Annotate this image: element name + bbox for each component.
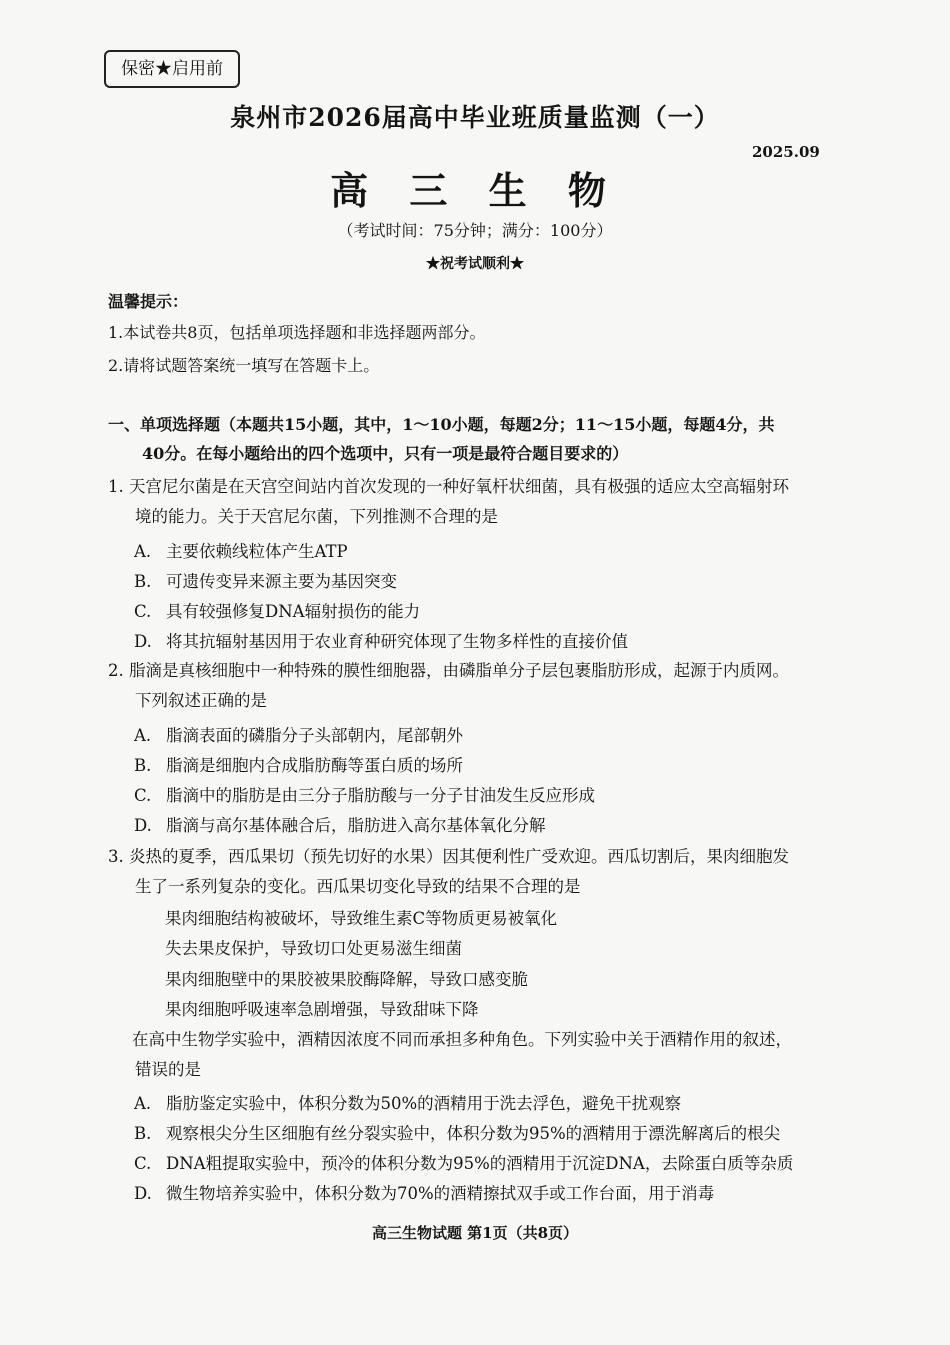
option-d: D. 将其抗辐射基因用于农业育种研究体现了生物多样性的直接价值 — [134, 632, 628, 651]
option-c: C. 具有较强修复DNA辐射损伤的能力 — [134, 602, 421, 621]
option-a: A. 脂肪鉴定实验中，体积分数为50%的酒精用于洗去浮色，避免干扰观察 — [134, 1094, 682, 1113]
question-stem-line: 在高中生物学实验中，酒精因浓度不同而承担多种角色。下列实验中关于酒精作用的叙述， — [132, 1030, 792, 1049]
question-4-stem — [108, 1025, 850, 1085]
exam-title: 泉州市2026届高中毕业班质量监测（一） — [230, 103, 720, 132]
section-heading — [108, 410, 850, 468]
option-c: C. DNA粗提取实验中，预冷的体积分数为95%的酒精用于沉淀DNA，去除蛋白质等杂质 — [134, 1154, 794, 1173]
question-stem-line: 生了一系列复杂的变化。西瓜果切变化导致的结果不合理的是 — [135, 877, 581, 896]
question-stem-line: 天宫尼尔菌是在天宫空间站内首次发现的一种好氧杆状细菌，具有极强的适应太空高辐射环 — [129, 477, 789, 496]
option-c: 果肉细胞壁中的果胶被果胶酶降解，导致口感变脆 — [165, 970, 528, 989]
option-b: B. 脂滴是细胞内合成脂肪酶等蛋白质的场所 — [134, 756, 463, 775]
exam-info: （考试时间：75分钟；满分：100分） — [337, 221, 613, 240]
tip-item: 2.请将试题答案统一填写在答题卡上。 — [108, 356, 380, 375]
tip-item: 1.本试卷共8页，包括单项选择题和非选择题两部分。 — [108, 323, 486, 342]
option-a: A. 主要依赖线粒体产生ATP — [134, 542, 348, 561]
page-footer: 高三生物试题 第1页（共8页） — [371, 1224, 579, 1242]
question-1-stem — [108, 472, 850, 532]
exam-date: 2025.09 — [752, 143, 820, 161]
question-stem-line: 炎热的夏季，西瓜果切（预先切好的水果）因其便利性广受欢迎。西瓜切割后，果肉细胞发 — [129, 847, 789, 866]
question-stem-line: 境的能力。关于天宫尼尔菌，下列推测不合理的是 — [135, 507, 498, 526]
option-c: C. 脂滴中的脂肪是由三分子脂肪酸与一分子甘油发生反应形成 — [134, 786, 595, 805]
option-a: A. 脂滴表面的磷脂分子头部朝内，尾部朝外 — [134, 726, 463, 745]
option-d: D. 微生物培养实验中，体积分数为70%的酒精擦拭双手或工作台面，用于消毒 — [134, 1184, 715, 1203]
section-line-2: 40分。在每小题给出的四个选项中，只有一项是最符合题目要求的） — [142, 444, 629, 463]
section-line-1: 一、单项选择题（本题共15小题，其中，1～10小题，每题2分；11～15小题，每题4分，共 — [108, 415, 775, 434]
option-b: 失去果皮保护，导致切口处更易滋生细菌 — [165, 939, 462, 958]
question-number: 2. — [108, 661, 124, 680]
question-2-stem — [108, 656, 850, 716]
option-b: B. 观察根尖分生区细胞有丝分裂实验中，体积分数为95%的酒精用于漂洗解离后的根尖 — [134, 1124, 781, 1143]
option-d: 果肉细胞呼吸速率急剧增强，导致甜味下降 — [165, 1000, 479, 1019]
tips-heading: 温馨提示： — [108, 292, 189, 311]
subject-title: 高 三 生 物 — [330, 168, 620, 213]
option-d: D. 脂滴与高尔基体融合后，脂肪进入高尔基体氧化分解 — [134, 816, 546, 835]
question-stem-line: 错误的是 — [135, 1060, 201, 1079]
question-stem-line: 下列叙述正确的是 — [135, 691, 267, 710]
option-b: B. 可遗传变异来源主要为基因突变 — [134, 572, 397, 591]
question-3-stem — [108, 842, 850, 902]
option-a: 果肉细胞结构被破坏，导致维生素C等物质更易被氧化 — [165, 909, 558, 928]
question-number: 3. — [108, 847, 124, 866]
good-luck-banner: ★祝考试顺利★ — [426, 256, 524, 272]
confidential-stamp: 保密★启用前 — [104, 50, 240, 88]
question-stem-line: 脂滴是真核细胞中一种特殊的膜性细胞器，由磷脂单分子层包裹脂肪形成，起源于内质网。 — [129, 661, 789, 680]
question-number: 1. — [108, 477, 124, 496]
